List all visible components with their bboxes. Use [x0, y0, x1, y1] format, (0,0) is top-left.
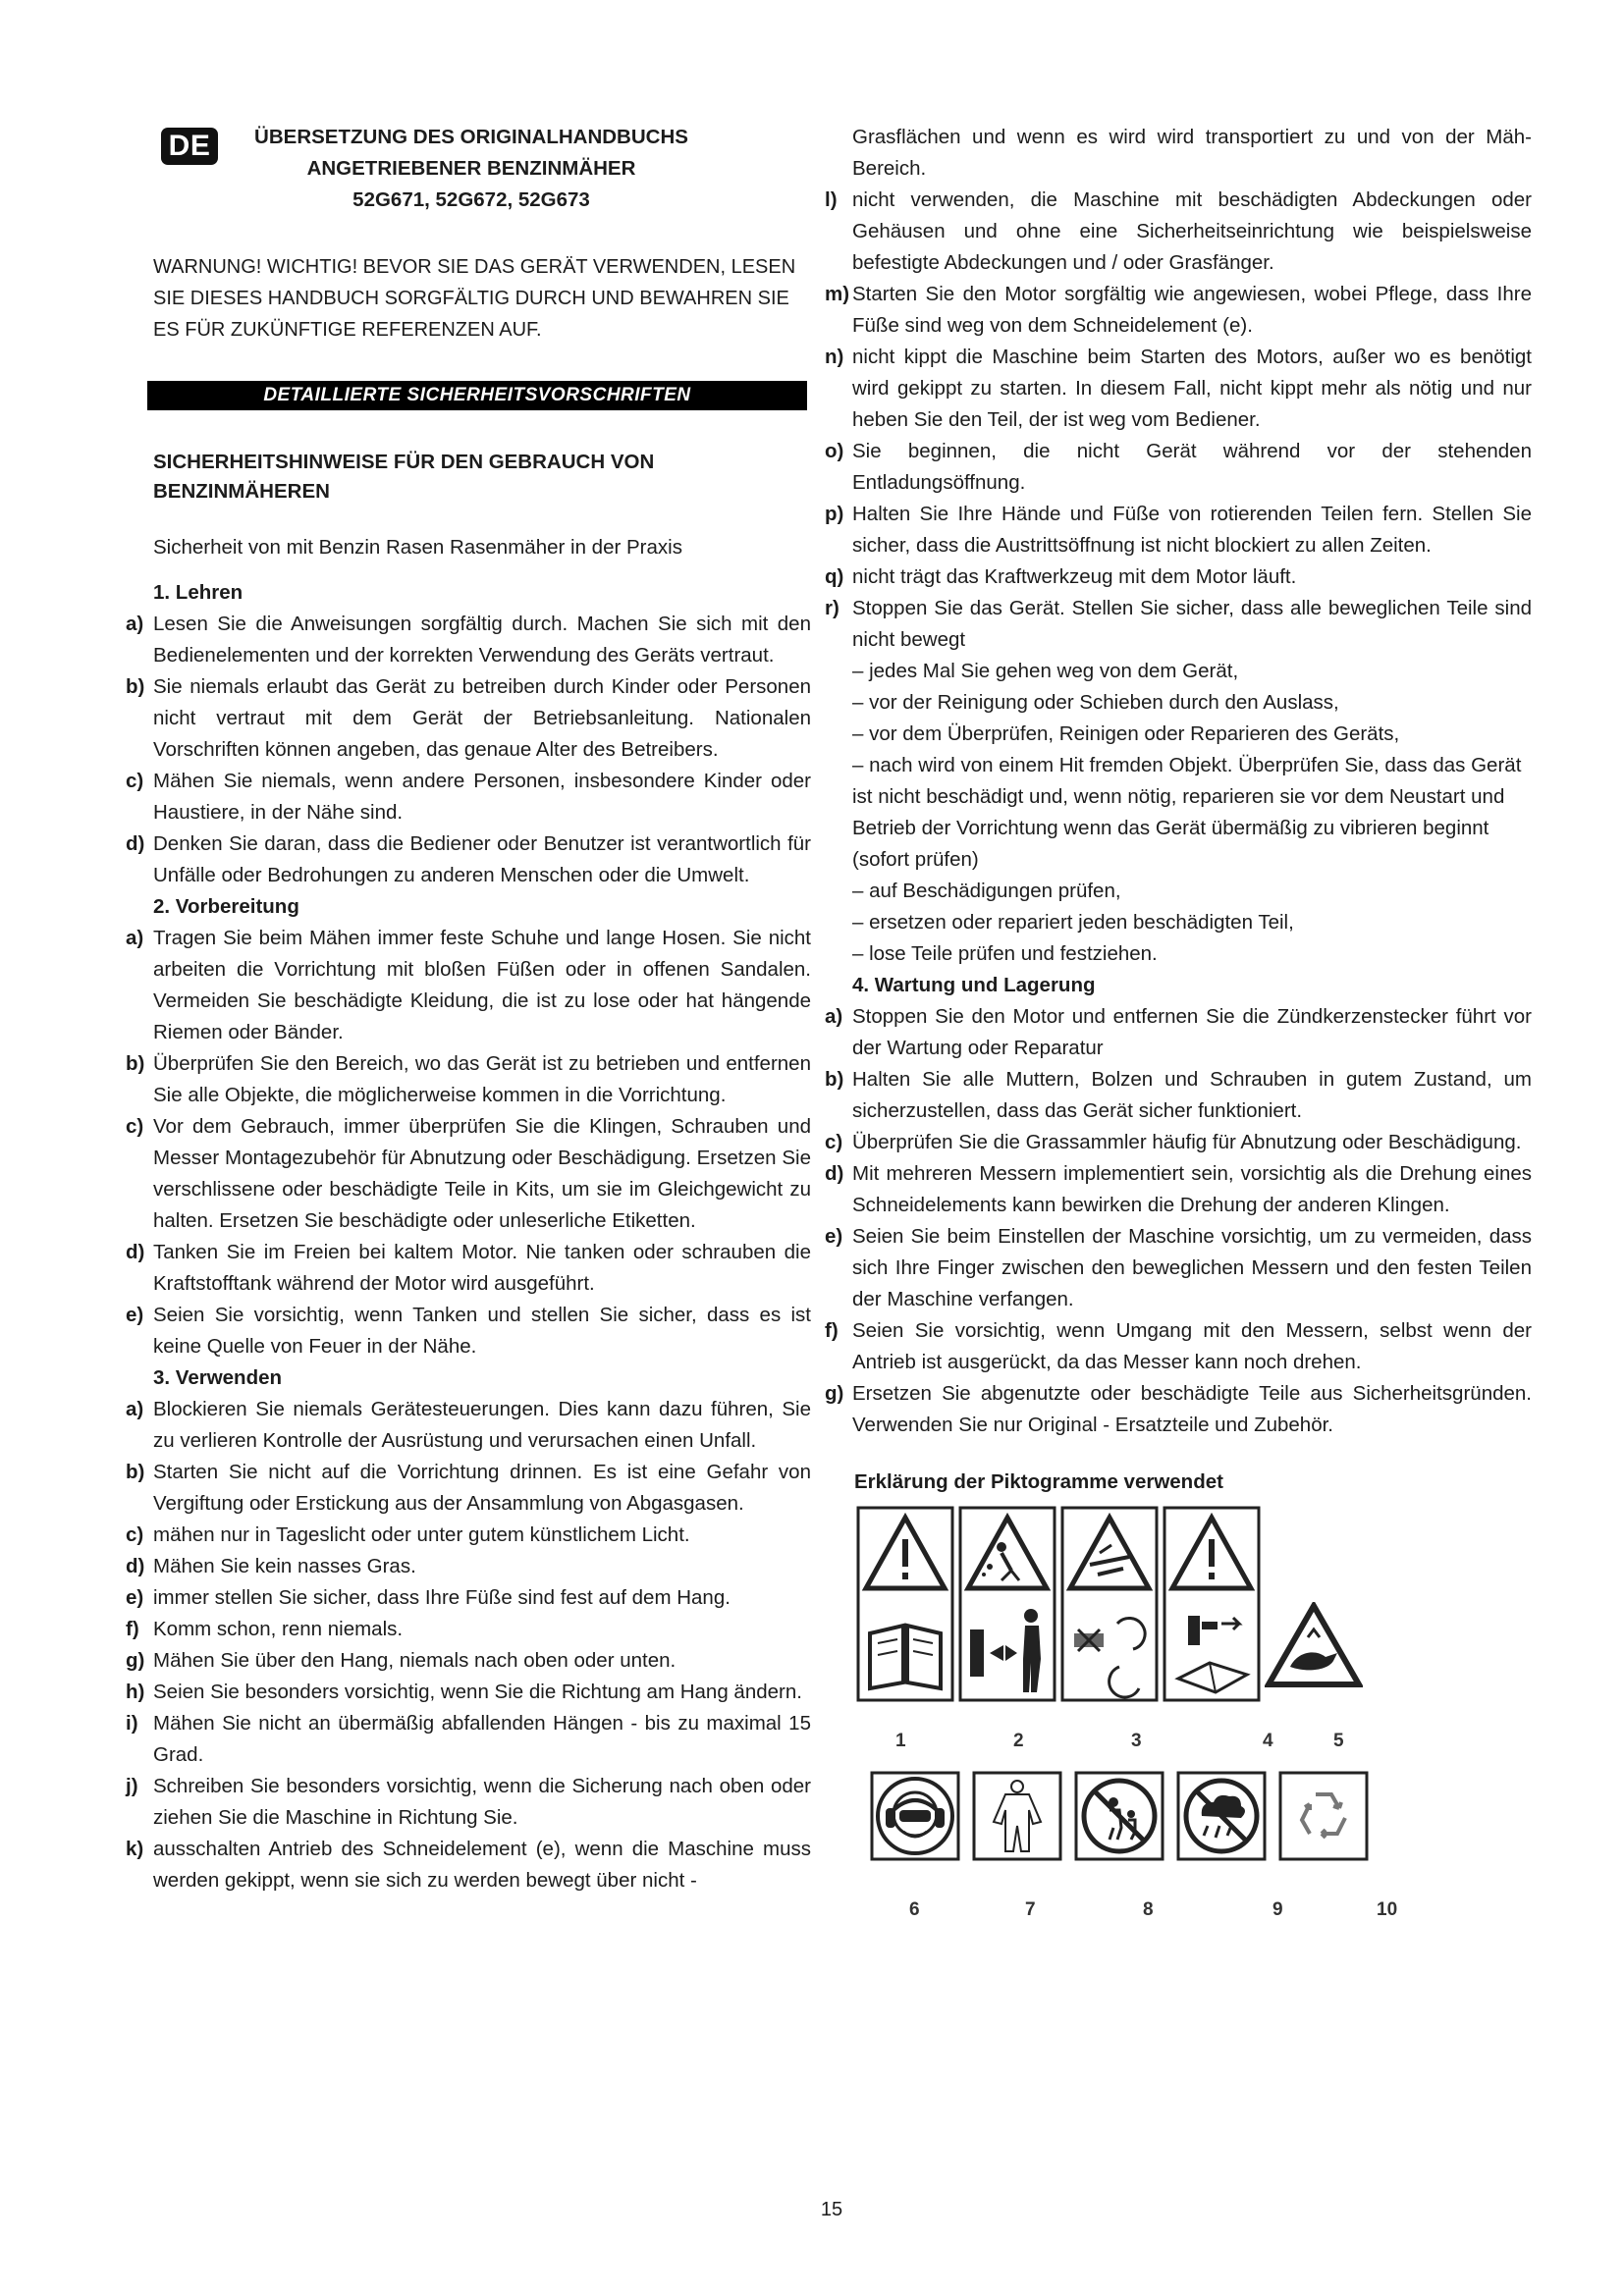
pictogram-number: 1: [895, 1731, 906, 1751]
title-line-2: ANGETRIEBENER BENZINMÄHER: [306, 157, 636, 180]
pictogram-title: Erklärung der Piktogramme verwendet: [854, 1470, 1223, 1493]
list-item: e) Seien Sie vorsichtig, wenn Tanken und stellen Sie sicher, dass es ist keine Quelle von Feuer in der Nähe.: [126, 1304, 811, 1358]
dash-item: – jedes Mal Sie gehen weg von dem Gerät,: [852, 660, 1239, 682]
pictogram-number: 9: [1272, 1899, 1283, 1920]
section-1-title: 1. Lehren: [153, 581, 244, 604]
document-header: [126, 122, 811, 216]
rotating-blade-icon: [1060, 1506, 1159, 1702]
section-4-title: 4. Wartung und Lagerung: [852, 974, 1096, 996]
pictogram-grid: [854, 1506, 1522, 1957]
dash-item: – vor der Reinigung oder Schieben durch den Auslass,: [852, 691, 1339, 714]
pictogram-number: 4: [1263, 1731, 1273, 1751]
list-item: c) Vor dem Gebrauch, immer überprüfen Sie die Klingen, Schrauben und Messer Montagezubehör für Abnutzung oder Beschädigung. Ersetzen Sie verschlissene oder beschädigte Teile in Kits, um sie im Gleichgewicht zu halten. Ersetzen Sie beschädigte oder unleserliche Etiketten.: [126, 1115, 811, 1232]
list-item: r) Stoppen Sie das Gerät. Stellen Sie sicher, dass alle beweglichen Teile sind nicht bewegt: [825, 597, 1532, 651]
read-manual-icon: [856, 1506, 954, 1702]
list-item: a) Tragen Sie beim Mähen immer feste Schuhe und lange Hosen. Sie nicht arbeiten die Vorrichtung mit bloßen Füßen oder in offenen Sandalen. Vermeiden Sie beschädigte Kleidung, die ist zu lose oder hat hängende Riemen oder Bänder.: [126, 927, 811, 1043]
left-column: [126, 122, 811, 1896]
recycling-icon: [1278, 1771, 1369, 1861]
document-title: [236, 122, 707, 216]
list-item: q) nicht trägt das Kraftwerkzeug mit dem Motor läuft.: [825, 565, 1297, 588]
list-item: m) Starten Sie den Motor sorgfältig wie angewiesen, wobei Pflege, dass Ihre Füße sind weg von dem Schneidelement (e).: [825, 283, 1532, 337]
language-badge: DE: [161, 128, 218, 165]
list-item: g) Mähen Sie über den Hang, niemals nach oben oder unten.: [126, 1649, 677, 1672]
warning-text: WARNUNG! WICHTIG! BEVOR SIE DAS GERÄT VERWENDEN, LESEN SIE DIESES HANDBUCH SORGFÄLTIG DURCH UND BEWAHREN SIE ES FÜR ZUKÜNFTIGE REFERENZEN AUF.: [153, 256, 796, 341]
list-item: h) Seien Sie besonders vorsichtig, wenn Sie die Richtung am Hang ändern.: [126, 1681, 802, 1703]
list-item: o) Sie beginnen, die nicht Gerät während vor der stehenden Entladungsöffnung.: [825, 440, 1532, 494]
dash-item: – auf Beschädigungen prüfen,: [852, 880, 1121, 902]
list-item: b) Starten Sie nicht auf die Vorrichtung drinnen. Es ist eine Gefahr von Vergiftung oder Erstickung aus der Ansammlung von Abgasgasen.: [126, 1461, 811, 1515]
list-item: g) Ersetzen Sie abgenutzte oder beschädigte Teile aus Sicherheitsgründen. Verwenden Sie nur Original - Ersatzteile und Zubehör.: [825, 1382, 1532, 1436]
no-bystanders-icon: [1074, 1771, 1164, 1861]
dash-item: – nach wird von einem Hit fremden Objekt. Überprüfen Sie, dass das Gerät ist nicht beschädigt und, wenn nötig, reparieren sie vor dem Neustart und Betrieb der Vorrichtung wenn das Gerät übermäßig zu vibrieren beginnt (sofort prüfen): [852, 754, 1522, 871]
subheading: SICHERHEITSHINWEISE FÜR DEN GEBRAUCH VON BENZINMÄHEREN: [153, 451, 655, 503]
list-item-continuation: Grasflächen und wenn es wird wird transportiert zu und von der Mäh- Bereich.: [852, 126, 1532, 180]
list-item: a) Lesen Sie die Anweisungen sorgfältig durch. Machen Sie sich mit den Bedienelementen und der korrekten Verwendung des Geräts vertraut.: [126, 613, 811, 667]
list-item: i) Mähen Sie nicht an übermäßig abfallenden Hängen - bis zu maximal 15 Grad.: [126, 1712, 811, 1766]
section-3-title: 3. Verwenden: [153, 1366, 283, 1389]
protective-clothing-icon: [972, 1771, 1062, 1861]
page-number: 15: [820, 2199, 843, 2220]
dash-item: – ersetzen oder repariert jeden beschädigten Teil,: [852, 911, 1294, 934]
list-item: p) Halten Sie Ihre Hände und Füße von rotierenden Teilen fern. Stellen Sie sicher, dass die Austrittsöffnung ist nicht blockiert zu allen Zeiten.: [825, 503, 1532, 557]
list-item: n) nicht kippt die Maschine beim Starten des Motors, außer wo es benötigt wird gekippt zu starten. In diesem Fall, nicht kippt mehr als nötig und nur heben Sie den Teil, der ist weg vom Bediener.: [825, 346, 1532, 431]
list-item: k) ausschalten Antrieb des Schneidelement (e), wenn die Maschine muss werden gekippt, wenn sie sich zu werden bewegt über nicht -: [126, 1838, 811, 1892]
list-item: c) mähen nur in Tageslicht oder unter gutem künstlichem Licht.: [126, 1523, 690, 1546]
no-rain-icon: [1176, 1771, 1267, 1861]
pictogram-number: 7: [1025, 1899, 1036, 1920]
right-column: [825, 122, 1532, 1957]
list-item: f) Komm schon, renn niemals.: [126, 1618, 404, 1640]
keep-distance-icon: [958, 1506, 1056, 1702]
list-item: c) Mähen Sie niemals, wenn andere Personen, insbesondere Kinder oder Haustiere, in der Nähe sind.: [126, 770, 811, 824]
list-item: b) Überprüfen Sie den Bereich, wo das Gerät ist zu betrieben und entfernen Sie alle Objekte, die möglicherweise kommen in die Vorrichtung.: [126, 1052, 811, 1106]
pictogram-number: 8: [1143, 1899, 1154, 1920]
dash-item: – vor dem Überprüfen, Reinigen oder Reparieren des Geräts,: [852, 722, 1400, 745]
pictogram-number: 6: [909, 1899, 920, 1920]
pictogram-number: 2: [1013, 1731, 1024, 1751]
list-item: d) Mähen Sie kein nasses Gras.: [126, 1555, 416, 1577]
pictogram-number: 3: [1131, 1731, 1142, 1751]
list-item: e) immer stellen Sie sicher, dass Ihre Füße sind fest auf dem Hang.: [126, 1586, 731, 1609]
pictogram-number: 5: [1333, 1731, 1344, 1751]
pictogram-number: 10: [1377, 1899, 1398, 1920]
list-item: d) Tanken Sie im Freien bei kaltem Motor. Nie tanken oder schrauben die Kraftstofftank während der Motor wird ausgeführt.: [126, 1241, 811, 1295]
section-2-title: 2. Vorbereitung: [153, 895, 299, 918]
list-item: f) Seien Sie vorsichtig, wenn Umgang mit den Messern, selbst wenn der Antrieb ist ausgerückt, da das Messer kann noch drehen.: [825, 1319, 1532, 1373]
list-item: c) Überprüfen Sie die Grassammler häufig für Abnutzung oder Beschädigung.: [825, 1131, 1522, 1153]
intro-text: Sicherheit von mit Benzin Rasen Rasenmäher in der Praxis: [153, 536, 682, 559]
list-item: b) Sie niemals erlaubt das Gerät zu betreiben durch Kinder oder Personen nicht vertraut mit dem Gerät der Betriebsanleitung. Nationalen Vorschriften können angeben, das genaue Alter des Betreibers.: [126, 675, 811, 761]
list-item: l) nicht verwenden, die Maschine mit beschädigten Abdeckungen oder Gehäusen und ohne eine Sicherheitseinrichtung wie beispielsweise befestigte Abdeckungen und / oder Grasfänger.: [825, 188, 1532, 274]
hand-injury-warning-icon: [1265, 1602, 1363, 1690]
list-item: e) Seien Sie beim Einstellen der Maschine vorsichtig, um zu vermeiden, dass sich Ihre Finger zwischen den beweglichen Messern und den festen Teilen der Maschine verfangen.: [825, 1225, 1532, 1310]
title-line-1: ÜBERSETZUNG DES ORIGINALHANDBUCHS: [254, 126, 688, 148]
eye-ear-protection-icon: [870, 1771, 960, 1861]
list-item: d) Denken Sie daran, dass die Bediener oder Benutzer ist verantwortlich für Unfälle oder Bedrohungen zu anderen Menschen oder die Umwelt.: [126, 832, 811, 886]
list-item: b) Halten Sie alle Muttern, Bolzen und Schrauben in gutem Zustand, um sicherzustellen, dass das Gerät sicher funktioniert.: [825, 1068, 1532, 1122]
disconnect-spark-plug-icon: [1163, 1506, 1261, 1702]
list-item: j) Schreiben Sie besonders vorsichtig, wenn die Sicherung nach oben oder ziehen Sie die Maschine in Richtung Sie.: [126, 1775, 811, 1829]
section-bar: DETAILLIERTE SICHERHEITSVORSCHRIFTEN: [147, 381, 807, 410]
dash-item: – lose Teile prüfen und festziehen.: [852, 942, 1158, 965]
list-item: a) Stoppen Sie den Motor und entfernen Sie die Zündkerzenstecker führt vor der Wartung oder Reparatur: [825, 1005, 1532, 1059]
list-item: d) Mit mehreren Messern implementiert sein, vorsichtig als die Drehung eines Schneidelements kann bewirken die Drehung der anderen Klingen.: [825, 1162, 1532, 1216]
list-item: a) Blockieren Sie niemals Gerätesteuerungen. Dies kann dazu führen, Sie zu verlieren Kontrolle der Ausrüstung und verursachen einen Unfall.: [126, 1398, 811, 1452]
title-line-3: 52G671, 52G672, 52G673: [352, 188, 590, 211]
